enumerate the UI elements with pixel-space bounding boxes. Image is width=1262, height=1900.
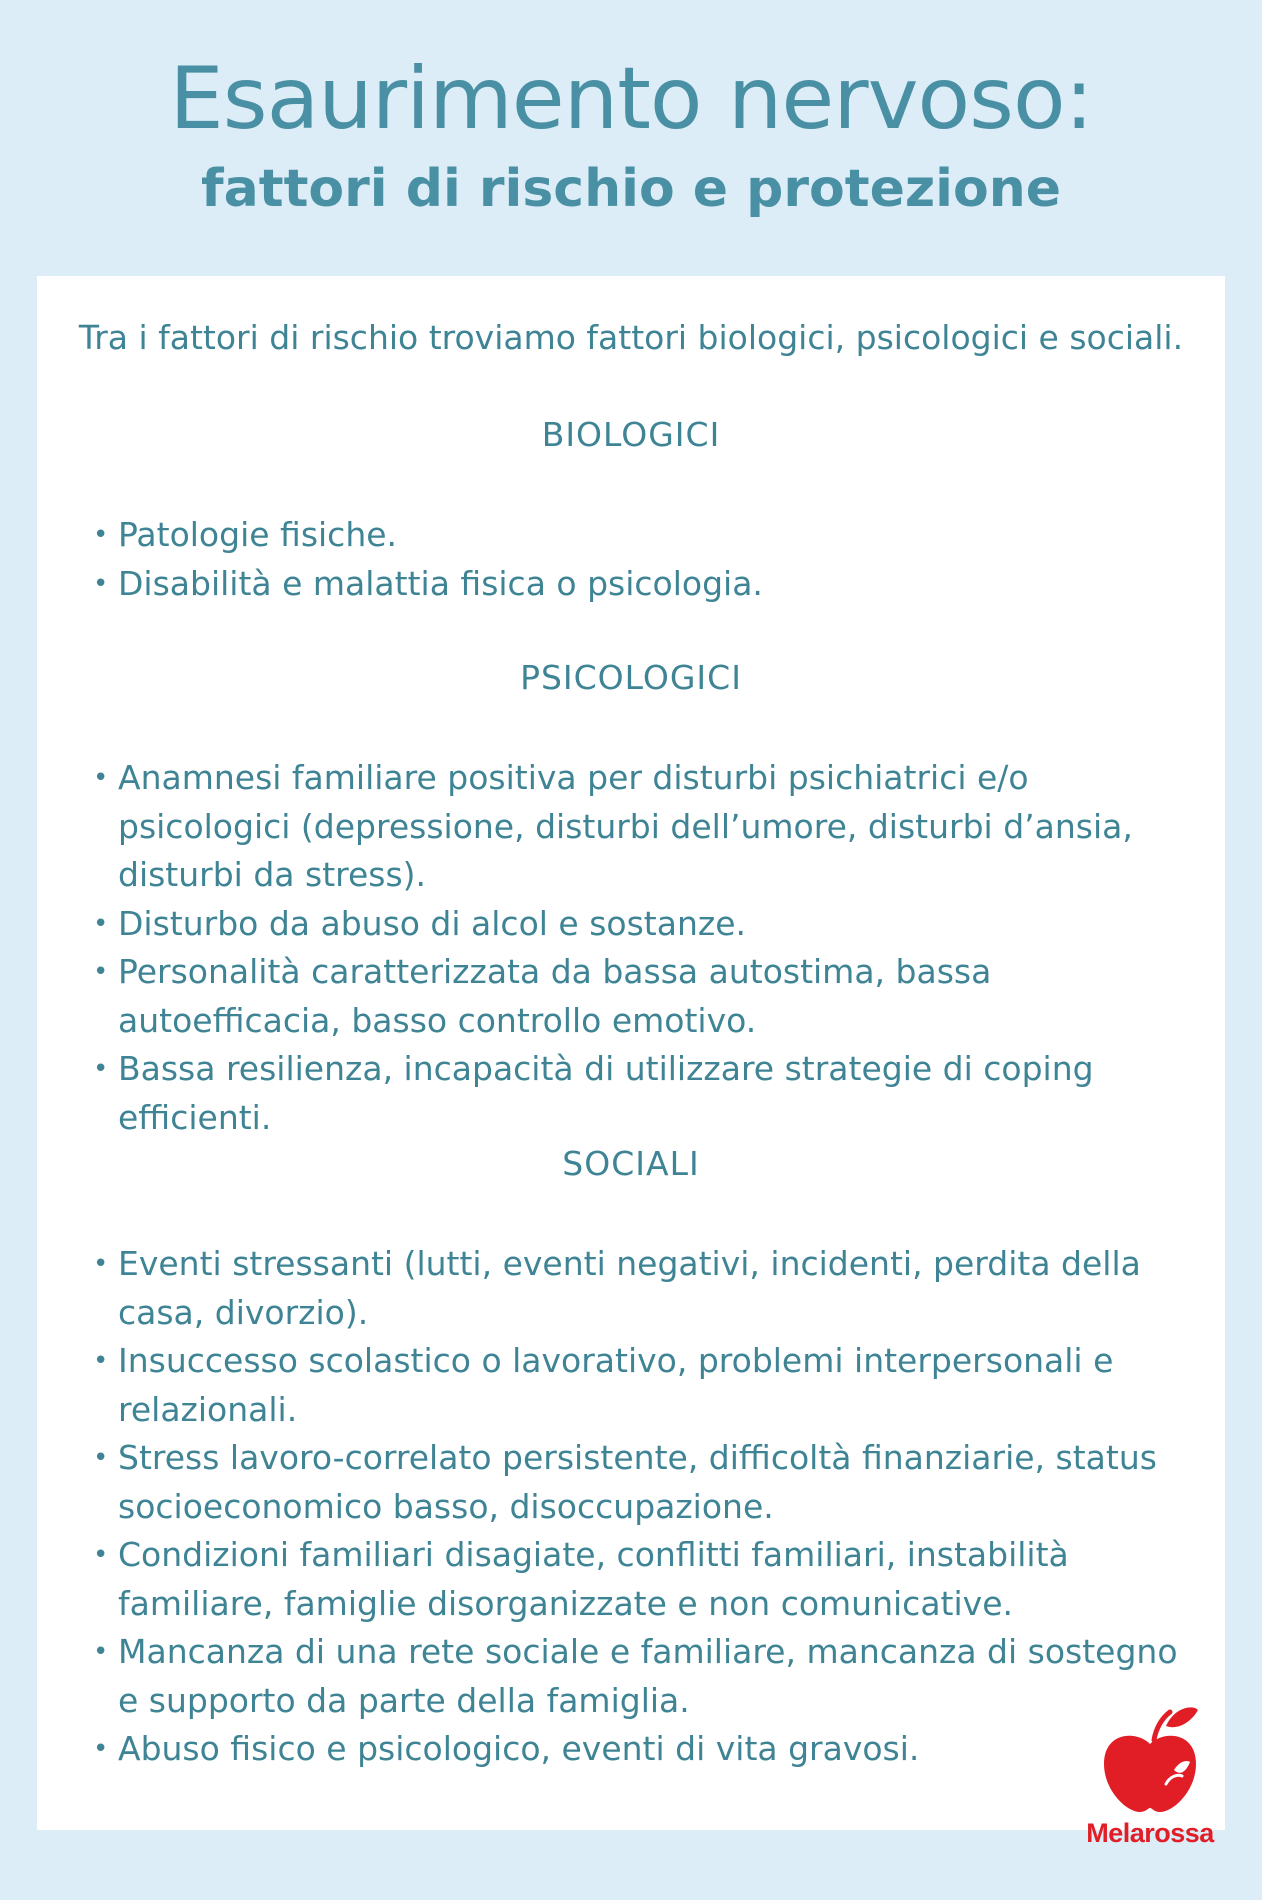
list-item: • Mancanza di una rete sociale e familiare, mancanza di sostegno e supporto da parte della famiglia. <box>93 1628 1203 1725</box>
list-item: • Anamnesi familiare positiva per disturbi psichiatrici e/o psicologici (depressione, disturbi dell’umore, disturbi d’ansia, disturbi da stress). <box>93 754 1203 900</box>
list-item: • Insuccesso scolastico o lavorativo, problemi interpersonali e relazionali. <box>93 1337 1203 1434</box>
list-item: • Abuso fisico e psicologico, eventi di vita gravosi. <box>93 1725 1203 1774</box>
list-sociali <box>93 1240 1203 1774</box>
list-item: • Condizioni familiari disagiate, conflitti familiari, instabilità familiare, famiglie disorganizzate e non comunicative. <box>93 1531 1203 1628</box>
logo-text: Melarossa <box>1086 1818 1214 1848</box>
melarossa-logo <box>1070 1700 1230 1850</box>
list-item: • Eventi stressanti (lutti, eventi negativi, incidenti, perdita della casa, divorzio). <box>93 1240 1203 1337</box>
page-title: Esaurimento nervoso: <box>169 49 1093 149</box>
section-title-sociali: SOCIALI <box>562 1144 700 1183</box>
header <box>0 0 1262 270</box>
content-card <box>37 276 1225 1830</box>
page-subtitle: fattori di rischio e protezione <box>201 159 1061 219</box>
list-biologici <box>93 511 1203 608</box>
list-item: • Stress lavoro-correlato persistente, difficoltà finanziarie, status socioeconomico basso, disoccupazione. <box>93 1434 1203 1531</box>
list-item: • Personalità caratterizzata da bassa autostima, bassa autoefficacia, basso controllo emotivo. <box>93 948 1203 1045</box>
list-psicologici <box>93 754 1203 1142</box>
intro-text: Tra i fattori di rischio troviamo fattori biologici, psicologici e sociali. <box>78 318 1184 357</box>
list-item: • Disturbo da abuso di alcol e sostanze. <box>93 900 1203 949</box>
section-title-biologici: BIOLOGICI <box>541 415 721 454</box>
list-item: • Bassa resilienza, incapacità di utilizzare strategie di coping efficienti. <box>93 1045 1203 1142</box>
section-title-psicologici: PSICOLOGICI <box>520 658 742 697</box>
list-item: • Disabilità e malattia fisica o psicologia. <box>93 560 1203 609</box>
list-item: • Patologie fisiche. <box>93 511 1203 560</box>
apple-icon <box>1070 1700 1230 1818</box>
